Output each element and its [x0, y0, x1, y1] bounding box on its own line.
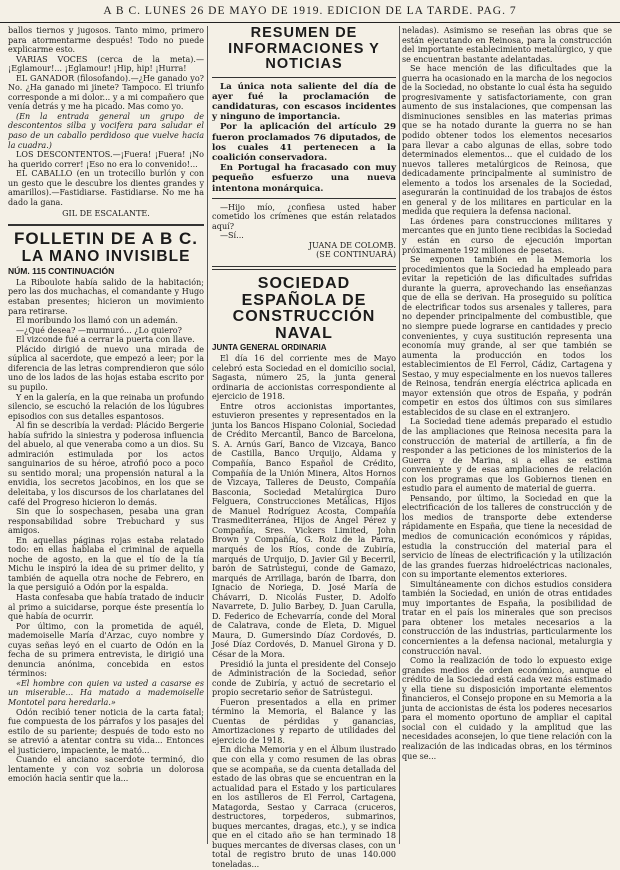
serial-header: FOLLETIN DE A B C.: [14, 228, 198, 248]
serial-paragraph: Plácido dirigió de nuevo una mirada de súplica al sacerdote, que empezó a leer; por la diferencia de las letras comprendieron que sólo uno de los lados de las hojas estaba escrito por su pupilo.: [8, 344, 204, 392]
column-left: [8, 26, 204, 844]
article-paragraph: Entre otros accionistas importantes, estuvieron presentes y representados en la junta los Bancos Hispano Colonial, Sociedad de Crédito Mercantil, Banco de Barcelona, S. A. Arnús Garí, Banco de Vizcaya, Banco de Castilla, Banco Urquijo, Aldama y Compañía, Banco Español de Crédito, Compañía de la Unión Minera, Altos Hornos de Vizcaya, Talleres de Deusto, Compañía Basconia, Sociedad Metalúrgica Duro Felguera, Construcciones Metálicas, Hijos de Manuel Rodríguez Acosta, Compañía Trasmediterránea, Hijos de Ángel Pérez y Compañía, Sres. Vickers Limited, John Brown y Compañía, G. Roiz de la Parra, marqués de los Ríos, conde de Zubiría, marqués de Urquijo, D. Javier Gil y Becerril, barón de Satrústegui, conde de Gamazo, marqués de Arrillaga, barón de Ibarra, don Ignacio de Noriega, D. José María de Chávarri, D. Nicolás Fuster, D. Adolfo Navarrete, D. Julio Barbey, D. Juan Carulla, D. Federico de Echevarría, conde del Moral de Calatrava, conde de Eleta, D. Miguel Maura, D. Gumersindo Díaz Cordovés, D. José Díaz Cordovés, D. Manuel Girona y D. César de la Mora.: [212, 401, 396, 659]
serial-paragraph: Y en la galería, en la que reinaba un profundo silencio, se escuchó la relación de los lúgubres episodios con sus detalles espantosos.: [8, 392, 204, 421]
article-paragraph: LOS DESCONTENTOS.—¡Fuera! ¡Fuera! ¡No ha querido correr! ¡Eso no era lo convenido!...: [8, 150, 204, 169]
serial-paragraph: Odón recibió tener noticia de la carta fatal; fue compuesta de los párrafos y los pasajes del estilo de su pariente; después de todo esto no se atrevió a atentar contra su vida... Entonces el justiciero, impaciente, le mató...: [8, 707, 204, 755]
serial-paragraph: —¿Qué desea? —murmuró... ¿Lo quiero?: [16, 325, 182, 335]
article-paragraph: Como la realización de todo lo expuesto exige grandes medios de orden económico, aunque el crédito de la Sociedad está cada vez más estimado y ella tiene su disposición importante elementos financieros, el Consejo propone en su Memoria a la junta de accionistas de ésta los poderes necesarios para el momento oportuno de ampliar el capital social con el cuidado y la amplitud que las necesidades aconsejen, lo que tiene relación con la realización de las indicadas obras, en los términos que se...: [402, 656, 612, 761]
serial-paragraph: En aquellas páginas rojas estaba relatado todo: en ellas hablaba el criminal de aquella noche de agosto, en la que el tío de la tía Michu le inspiró la idea de su primer delito, y también de aquella otra noche de Febrero, en la que persiguió a Odón por la espalda.: [8, 535, 204, 593]
column-rule: [399, 26, 400, 844]
double-divider: [212, 266, 396, 270]
article-paragraph: Las órdenes para construcciones militares y mercantes que en junto tiene recibidas la Sociedad y están en curso de ejecución importan próximamente 192 millones de pesetas.: [402, 216, 612, 255]
summary-headline: RESUMEN DE INFORMACIONES Y NOTICIAS: [228, 25, 380, 72]
article-paragraph: Fueron presentados a ella en primer término la Memoria, el Balance y las Cuentas de pérdidas y ganancias, Amortizaciones y reparto de utilidades del ejercicio de 1918.: [212, 697, 396, 745]
article-headline: SOCIEDAD ESPAÑOLA DE CONSTRUCCIÓN NAVAL: [232, 275, 376, 342]
divider: [8, 224, 204, 226]
article-paragraph: La Sociedad tiene además preparado el estudio de las ampliaciones que Reinosa necesita para la construcción de material de artillería, a fin de responder a las peticiones de los ministerios de la Guerra y de Marina, si a ellas se estima conveniente y de esas ampliaciones de relación con los programas que los Gobiernos tienen en estudio para el aumento de material de guerra.: [402, 417, 612, 494]
serial-paragraph: La Riboulote había salido de la habitación; pero las dos muchachas, el comandante y Hugo estaban presentes; hicieron un movimiento para retirarse.: [8, 277, 204, 316]
serial-paragraph: El moribundo los llamó con un ademán.: [16, 316, 178, 326]
article-paragraph: Se hace mención de las dificultades que la guerra ha ocasionado en la marcha de los negocios de la Sociedad, no obstante lo cual ésta ha seguido progresivamente y satisfactoriamente, con gran aumento de sus instalaciones, que compensan las disminuciones sensibles en las materias primas que se ha notado durante la guerra no se han podido obtener todos los elementos necesarios para llevar a cabo algunas de ellas, sobre todo determinados elementos... que el cuidado de los nuevos talleres metalúrgicos de Reinosa, que dedicadamente principalmente al suministro de elemento a todos los arsenales de la Sociedad, asegurarán la continuidad de los trabajos de éstos en general y de los militares en particular en la medida que requiera la defensa nacional.: [402, 64, 612, 217]
article-paragraph: EL GANADOR (filosofando).—¿He ganado yo? No. ¿Ha ganado mi jinete? Tampoco. El triunfo corresponde a mi dolor... y a mi compañero que venía detrás y me ha picado. Mas como yo.: [8, 73, 204, 112]
article-paragraph: VARIAS VOCES (cerca de la meta).—¡Eglamour!... ¡Eglamour! ¡Hip, hip! ¡Hurra!: [8, 54, 204, 74]
article-subheading: JUNTA GENERAL ORDINARIA: [212, 343, 327, 353]
article-paragraph: Simultáneamente con dichos estudios considera también la Sociedad, en unión de otras entidades muy importantes de España, la posibilidad de tratar en el país los minerales que son precisos para obtener los metales necesarios a la construcción de las industrias, particularmente los concernientes a la defensa nacional, metalurgia y construcción naval.: [402, 579, 612, 656]
serial-paragraph: —Hijo mío, ¿confiesa usted haber cometido los crímenes que están relatados aquí?: [212, 202, 396, 231]
stage-direction: (En la entrada general un grupo de descontentos silba y vocifera para saludar el paso de un caballo perdidoso que vuelve hacia la cuadra.): [8, 111, 204, 150]
news-lead: En Portugal ha fracasado con muy pequeño esfuerzo una nueva intentona monárquica.: [212, 163, 396, 194]
serial-paragraph: El vizconde fué a cerrar la puerta con llave.: [16, 335, 195, 345]
to-be-continued: (SE CONTINUARÁ): [316, 250, 396, 260]
news-lead: Por la aplicación del artículo 29 fueron proclamados 76 diputados, de los cuales 41 pertenecen a la coalición conservadora.: [212, 122, 396, 163]
article-paragraph: El día 16 del corriente mes de Mayo celebró esta Sociedad en el domicilio social, Sagasta, número 25, la junta general ordinaria de accionistas correspondiente al ejercicio de 1918.: [212, 354, 396, 402]
novel-title: LA MANO INVISIBLE: [21, 247, 191, 265]
divider: [212, 77, 396, 78]
serial-paragraph: Sin que lo sospechasen, pesaba una gran responsabilidad sobre Trebuchard y sus amigos.: [8, 507, 204, 536]
article-paragraph: Pensando, por último, la Sociedad en que la electrificación de los talleres de construcción y de los medios de transporte debe extenderse rápidamente en España, que tiene la necesidad de medios de comunicación económicos y rápidas, estudia la construcción del material para el servicio de líneas de electrificación y la utilización de las grandes fuerzas hidroeléctricas nacionales, con su importante elementos exteriores.: [402, 493, 612, 580]
quoted-letter: «El hombre con quien va usted a casarse es un miserable... Ha matado a mademoiselle Montotel para heredarla.»: [8, 678, 204, 707]
column-rule: [207, 26, 208, 844]
column-right: [402, 26, 612, 844]
page-header: A B C. LUNES 26 DE MAYO DE 1919. EDICION DE LA TARDE. PAG. 7: [0, 0, 620, 23]
column-middle: [212, 25, 396, 869]
article-paragraph: Se exponen también en la Memoria los procedimientos que la Sociedad ha empleado para evitar la repetición de las dificultades sufridas durante la guerra, aprovechando las enseñanzas que de ella se derivan. Ha proseguido su política de electrificar todos sus arsenales y talleres, para no depender principalmente del combustible, que no siempre puede lograrse en cantidades y precio convenientes, y cuya sustitución representa una economía muy grande, al ser que también se aumenta la producción en todos los establecimientos de El Ferrol, Cádiz, Cartagena y Sestao, y muy especialmente en los nuevos talleres de Reinosa, tendrán energía eléctrica aplicada en mayor extensión que otros de España, y podrán competir en estos dos últimos con sus similares establecidos de su clase en el extranjero.: [402, 255, 612, 417]
serial-author: JUANA DE COLOMB.: [308, 240, 396, 250]
article-paragraph: En dicha Memoria y en el Álbum ilustrado que con ella y como resumen de las obras que se acompaña, se da cuenta detallada del estado de las obras que se encuentran en la actualidad para el Estado y los particulares en los astilleros de El Ferrol, Cartagena, Matagorda, Sestao y Carraca (cruceros, destructores, torpederos, submarinos, buques mercantes, dragas, etc.), y se indica que en el citado año se han terminado 18 buques mercantes de diversas clases, con un total de registro bruto de unas 140.000 toneladas...: [212, 745, 396, 869]
article-paragraph: neladas). Asimismo se reseñan las obras que se están ejecutando en Reinosa, para la construcción del importante establecimiento metalúrgico, y que se encuentran bastante adelantadas.: [402, 26, 612, 64]
serial-paragraph: —Sí...: [220, 231, 244, 241]
installment-number: NÚM. 115 CONTINUACIÓN: [8, 265, 115, 276]
article-paragraph: Presidió la junta el presidente del Consejo de Administración de la Sociedad, señor conde de Zubiría, y actuó de secretario el propio secretario señor de Satrústegui.: [212, 659, 396, 698]
news-lead: La única nota saliente del día de ayer fué la proclamación de candidaturas, con escasos incidentes y ninguno de importancia.: [212, 81, 396, 123]
serial-paragraph: Hasta confesaba que había tratado de inducir al primo a suicidarse, porque éste presentía lo que había de ocurrir.: [8, 592, 204, 622]
serial-paragraph: Cuando el anciano sacerdote terminó, dio lentamente y con voz sobria un dolorosa emoción hacia sentir que la...: [8, 755, 204, 784]
article-paragraph: ballos tiernos y jugosos. Tanto mimo, primero para atormentarme después! Todo no puede explicarme esto.: [8, 26, 204, 55]
serial-paragraph: Por último, con la prometida de aquél, mademoiselle María d'Arzac, cuyo nombre y cuyas señas leyó en el cuarto de Odón en la fecha de su primera entrevista, le dirigió una denuncia anónima, concebida en estos términos:: [8, 621, 204, 679]
author-signature: GIL DE ESCALANTE.: [62, 209, 150, 219]
divider: [212, 198, 396, 199]
serial-paragraph: Al fin se describía la verdad: Plácido Bergerie había sufrido la siniestra y poderosa influencia del abuelo, al que veneraba como a un dios. Su admiración estimulada por los actos sanguinarios de su héroe, atrofió poco a poco su sentido moral; una propensión natural a la envidia, los secretos jacobinos, en los que se deleitaba, y los discursos de los charlatanes del café del Progreso hicieron lo demás.: [8, 421, 204, 507]
article-paragraph: EL CABALLO (en un trotecillo burlón y con un gesto que le descubre los dientes grandes y amarillos).—Fastidiarse. Fastidiarse. No me ha dado la gana.: [8, 169, 204, 207]
